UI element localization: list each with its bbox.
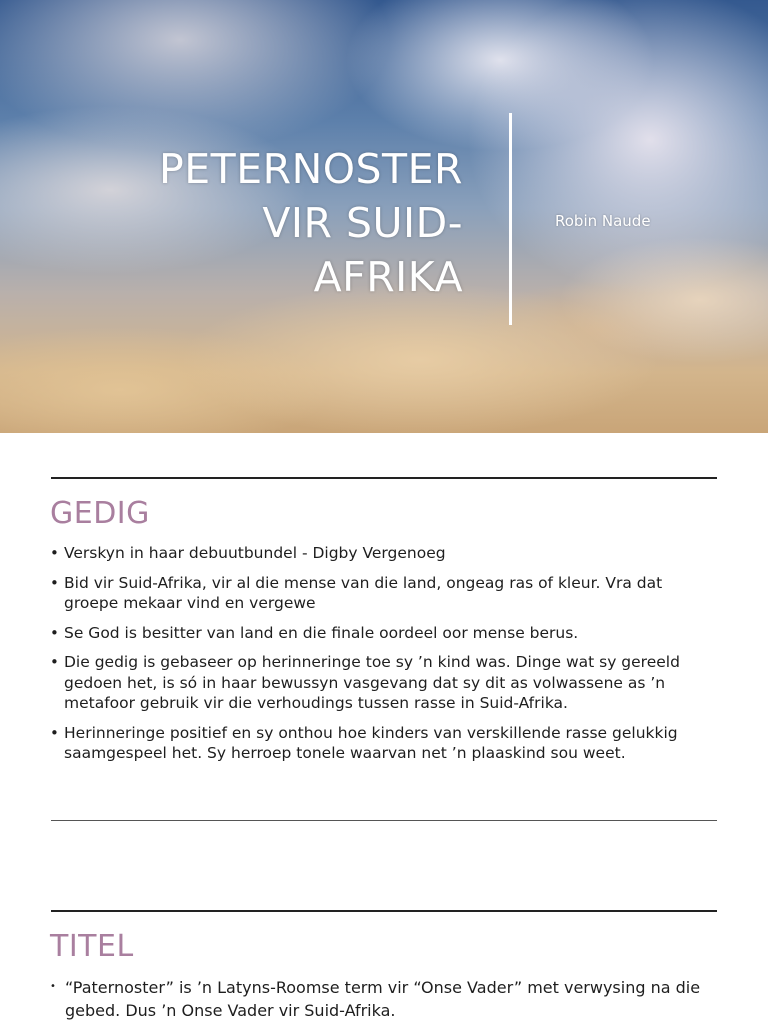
bullet-text: Herinneringe positief en sy onthou hoe kinders van verskillende rasse gelukkig saamgespeel het. Sy herroep tonele waarvan net ’n plaaskind sou weet.	[64, 723, 678, 762]
title-line-1: PETERNOSTER	[159, 145, 463, 193]
author-name: Robin Naude	[555, 212, 651, 230]
slide-bottom-rule	[51, 820, 717, 821]
slide-top-rule	[51, 477, 717, 479]
list-item	[50, 652, 710, 714]
bullet-dot-icon: •	[50, 981, 56, 992]
title-line-2: VIR SUID-	[262, 199, 463, 247]
list-item	[50, 573, 710, 614]
bullet-dot-icon: •	[50, 653, 59, 671]
title-line-3: AFRIKA	[313, 253, 463, 301]
slide-heading: GEDIG	[50, 496, 150, 531]
title-divider	[509, 113, 512, 325]
bullet-dot-icon: •	[50, 623, 59, 642]
list-item	[50, 976, 710, 1022]
bullet-list	[50, 976, 710, 1031]
list-item	[50, 623, 710, 644]
bullet-text: Bid vir Suid-Afrika, vir al die mense van die land, ongeag ras of kleur. Vra dat groepe mekaar vind en vergewe	[64, 573, 663, 612]
slide-heading: TITEL	[50, 929, 134, 964]
bullet-text: “Paternoster” is ’n Latyns-Roomse term vir “Onse Vader” met verwysing na die gebed. Dus ’n Onse Vader vir Suid-Afrika.	[65, 978, 701, 1020]
bullet-text: Se God is besitter van land en die finale oordeel oor mense berus.	[64, 623, 579, 642]
bullet-dot-icon: •	[50, 723, 59, 742]
presentation-title	[43, 142, 463, 304]
bullet-dot-icon: •	[50, 544, 59, 562]
list-item	[50, 723, 710, 764]
bullet-text: Verskyn in haar debuutbundel - Digby Vergenoeg	[64, 544, 446, 562]
slide-top-rule	[51, 910, 717, 912]
bullet-text: Die gedig is gebaseer op herinneringe toe sy ’n kind was. Dinge wat sy gereeld gedoen het, is só in haar bewussyn vasgevang dat sy dit as volwassene as ’n metafoor gebruik vir die verhoudings tussen rasse in Suid-Afrika.	[64, 653, 680, 712]
bullet-dot-icon: •	[50, 573, 59, 592]
bullet-list	[50, 543, 710, 773]
title-slide	[0, 0, 768, 433]
list-item	[50, 543, 710, 564]
